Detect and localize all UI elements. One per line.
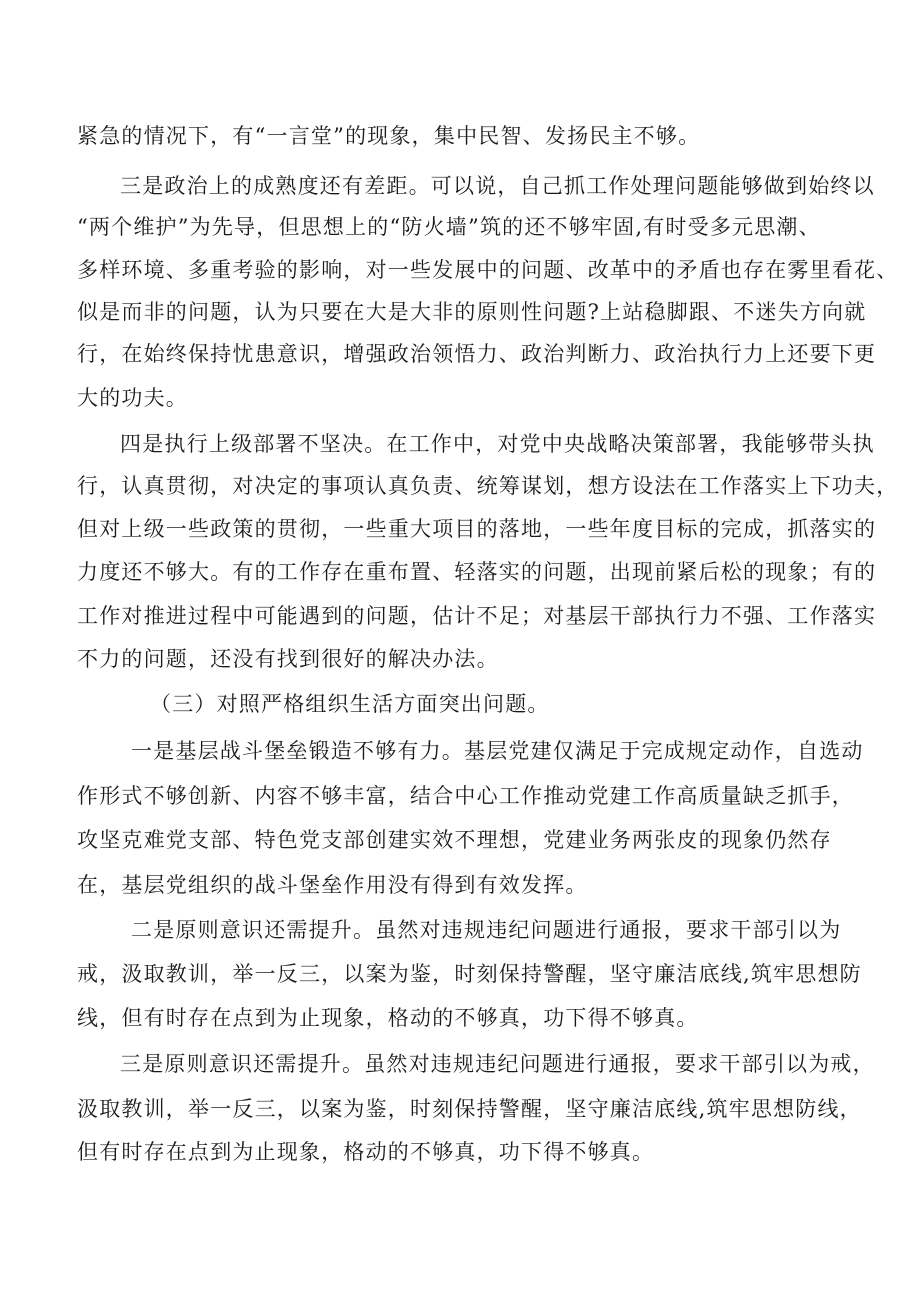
- paragraph-1-line-2: 多样环境、多重考验的影响，对一些发展中的问题、改革中的矛盾也存在雾里看花、: [77, 258, 899, 282]
- paragraph-4-line-0: 一是基层战斗堡垒锻造不够有力。基层党建仅满足于完成规定动作，自选动: [131, 739, 864, 763]
- paragraph-2-line-3: 力度还不够大。有的工作存在重布置、轻落实的问题，出现前紧后松的现象；有的: [77, 560, 877, 584]
- paragraph-6-line-1: 汲取教训，举一反三，以案为鉴，时刻保持警醒，坚守廉洁底线,筑牢思想防线，: [77, 1097, 862, 1121]
- paragraph-2-line-2: 但对上级一些政策的贯彻，一些重大项目的落地，一些年度目标的完成，抓落实的: [77, 517, 877, 541]
- paragraph-6-line-2: 但有时存在点到为止现象，格动的不够真，功下得不够真。: [77, 1140, 655, 1164]
- paragraph-6-line-0: 三是原则意识还需提升。虽然对违规违纪问题进行通报，要求干部引以为戒，: [120, 1052, 875, 1076]
- paragraph-0-line-0: 紧急的情况下，有“一言堂”的现象，集中民智、发扬民主不够。: [77, 124, 701, 148]
- paragraph-4-line-3: 在，基层党组织的战斗堡垒作用没有得到有效发挥。: [77, 873, 588, 897]
- paragraph-5-line-1: 戒，汲取教训，举一反三，以案为鉴，时刻保持警醒，坚守廉洁底线,筑牢思想防: [77, 962, 862, 986]
- paragraph-4-line-2: 攻坚克难党支部、特色党支部创建实效不理想，党建业务两张皮的现象仍然存: [77, 828, 832, 852]
- section-heading-three: （三）对照严格组织生活方面突出问题。: [150, 692, 550, 716]
- paragraph-5-line-2: 线，但有时存在点到为止现象，格动的不够真，功下得不够真。: [77, 1006, 699, 1030]
- paragraph-2-line-4: 工作对推进过程中可能遇到的问题，估计不足；对基层干部执行力不强、工作落实: [77, 604, 877, 628]
- paragraph-1-line-1: “两个维护”为先导，但思想上的“防火墙”筑的还不够牢固,有时受多元思潮、: [77, 215, 821, 239]
- paragraph-1-line-0: 三是政治上的成熟度还有差距。可以说，自己抓工作处理问题能够做到始终以: [120, 174, 875, 198]
- paragraph-2-line-5: 不力的问题，还没有找到很好的解决办法。: [77, 647, 499, 671]
- paragraph-1-line-4: 行，在始终保持忧患意识，增强政治领悟力、政治判断力、政治执行力上还要下更: [77, 342, 877, 366]
- paragraph-1-line-5: 大的功夫。: [77, 386, 188, 410]
- paragraph-1-line-3: 似是而非的问题，认为只要在大是大非的原则性问题?上站稳脚跟、不迷失方向就: [77, 300, 867, 324]
- paragraph-5-line-0: 二是原则意识还需提升。虽然对违规违纪问题进行通报，要求干部引以为: [131, 918, 842, 942]
- paragraph-4-line-1: 作形式不够创新、内容不够丰富，结合中心工作推动党建工作高质量缺乏抓手，: [77, 784, 854, 808]
- paragraph-2-line-1: 行，认真贯彻，对决定的事项认真负责、统筹谋划，想方设法在工作落实上下功夫，: [77, 474, 899, 498]
- paragraph-2-line-0: 四是执行上级部署不坚决。在工作中，对党中央战略决策部署，我能够带头执: [120, 432, 875, 456]
